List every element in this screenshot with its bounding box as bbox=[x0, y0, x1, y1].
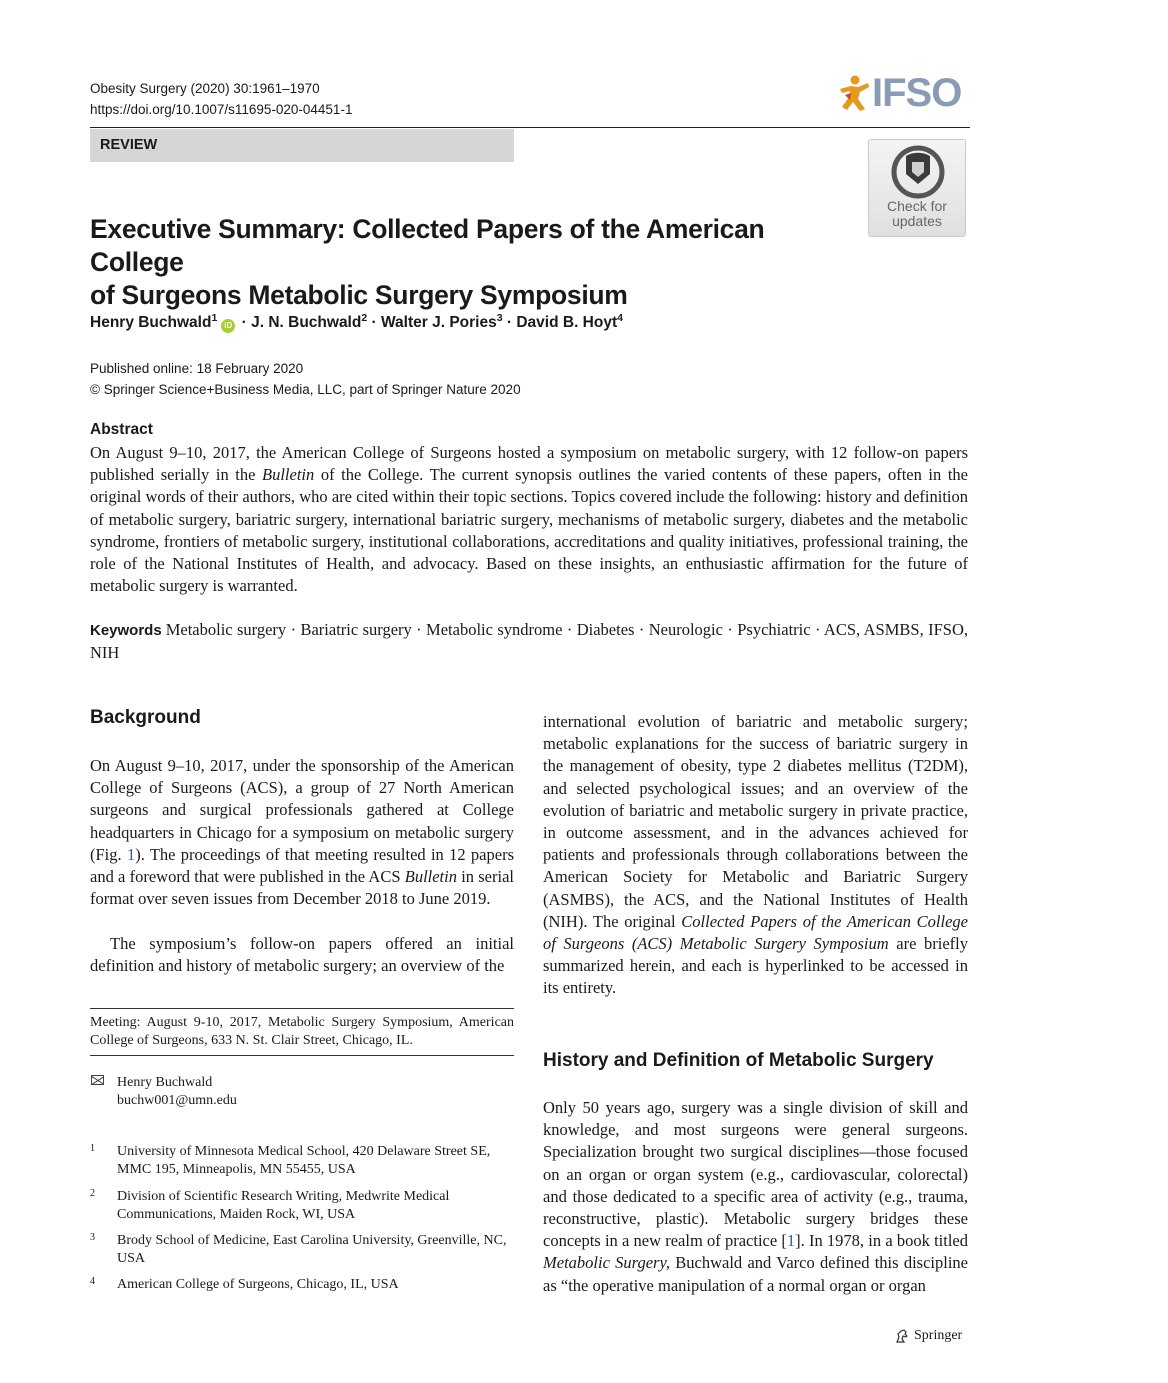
affiliation bbox=[90, 1143, 516, 1179]
corresponding-author-email[interactable]: buchw001@umn.edu bbox=[117, 1093, 237, 1108]
affiliation-number: 2 bbox=[90, 1188, 95, 1199]
affiliation-number: 4 bbox=[90, 1276, 95, 1287]
affiliation-text: Division of Scientific Research Writing, Medwrite Medical Communications, Maiden Rock, WI, USA bbox=[117, 1189, 450, 1222]
background-paragraph-1 bbox=[90, 755, 514, 910]
springer-logo bbox=[894, 1328, 962, 1344]
italic-text: Collected Papers of the American College of Surgeons (ACS) Metabolic Surgery Symposium bbox=[543, 911, 968, 954]
affiliation bbox=[90, 1232, 516, 1268]
abstract-heading: Abstract bbox=[90, 421, 153, 438]
article-title bbox=[90, 213, 830, 312]
affiliation-text: University of Minnesota Medical School, 420 Delaware Street SE, MMC 195, Minneapolis, MN 55455, USA bbox=[117, 1144, 491, 1177]
text-part: On August 9–10, 2017, under the sponsorship of the American College of Surgeons (ACS), a group of 27 North American surgeons and surgical professionals gathered at College headquarters in Chicago for a symposium on metabolic surgery (Fig. bbox=[90, 756, 514, 864]
text-part: international evolution of bariatric and metabolic surgery; metabolic explanations for the success of bariatric surgery in the management of obesity, type 2 diabetes mellitus (T2DM), and selected psychological issues; and an overview of the evolution of bariatric and metabolic surgery in private practice, in outcome assessment, and in the advances achieved for patients and professionals through collaborations between the American Society for Metabolic and Bariatric Surgery (ASMBS), the ACS, and the National Institutes of Health (NIH). The original bbox=[543, 712, 968, 931]
journal-info bbox=[90, 78, 352, 120]
italic-text: Metabolic Surgery, bbox=[543, 1253, 671, 1273]
publisher-name: Springer bbox=[914, 1328, 963, 1343]
corresponding-author-name: Henry Buchwald bbox=[117, 1075, 213, 1090]
check-for-updates-button[interactable] bbox=[868, 139, 966, 237]
background-heading: Background bbox=[90, 707, 201, 728]
header-rule bbox=[90, 127, 970, 128]
text-part: ). The proceedings of that meeting resulted in 12 papers and a foreword that were published in the ACS bbox=[90, 844, 514, 887]
published-date: Published online: 18 February 2020 bbox=[90, 361, 304, 376]
author-list bbox=[90, 305, 623, 336]
ifso-figure-icon bbox=[836, 74, 872, 112]
journal-citation: Obesity Surgery (2020) 30:1961–1970 bbox=[90, 81, 320, 96]
affiliation bbox=[90, 1276, 516, 1294]
author-name[interactable]: David B. Hoyt bbox=[516, 314, 618, 332]
copyright-line bbox=[90, 379, 521, 400]
author-separator: · bbox=[241, 314, 247, 332]
background-paragraph-continued bbox=[543, 711, 968, 1000]
text-part: are briefly summarized herein, and each is hyperlinked to be accessed in its entirety. bbox=[543, 934, 968, 998]
author-affiliation-mark: 3 bbox=[496, 312, 503, 324]
author-name[interactable]: Walter J. Pories bbox=[380, 314, 497, 332]
background-paragraph-2: The symposium’s follow-on papers offered an initial definition and history of metabolic surgery; an overview of the bbox=[90, 934, 514, 976]
meeting-note: Meeting: August 9-10, 2017, Metabolic Surgery Symposium, American College of Surgeons, 633 N. St. Clair Street, Chicago, IL. bbox=[90, 1015, 514, 1048]
footnote-rule bbox=[90, 1008, 514, 1009]
abstract-italic: Bulletin bbox=[262, 465, 315, 485]
author-separator: · bbox=[371, 314, 377, 332]
title-line-1: Executive Summary: Collected Papers of the American College bbox=[90, 214, 765, 277]
text-part: in serial format over seven issues from December 2018 to June 2019. bbox=[90, 867, 514, 909]
affiliation-number: 3 bbox=[90, 1232, 95, 1243]
title-line-2: of Surgeons Metabolic Surgery Symposium bbox=[90, 280, 628, 310]
affiliation-number: 1 bbox=[90, 1143, 95, 1154]
author-affiliation-mark: 1 bbox=[211, 312, 218, 324]
reference-link[interactable]: 1 bbox=[786, 1231, 796, 1251]
abstract-text bbox=[90, 442, 968, 597]
springer-horse-icon bbox=[894, 1328, 910, 1344]
affiliation-text: American College of Surgeons, Chicago, IL, USA bbox=[117, 1277, 399, 1292]
text-part: ]. In 1978, in a book titled bbox=[795, 1231, 968, 1251]
author-name[interactable]: Henry Buchwald bbox=[90, 314, 212, 332]
orcid-icon[interactable]: iD bbox=[221, 319, 235, 333]
check-for-updates-line2: updates bbox=[892, 213, 942, 229]
ifso-logo bbox=[836, 72, 970, 114]
history-paragraph bbox=[543, 1097, 968, 1297]
keywords-text: Metabolic surgery · Bariatric surgery · Metabolic syndrome · Diabetes · Neurologic · Psychiatric · ACS, ASMBS, IFSO, NIH bbox=[90, 620, 968, 663]
logo-text: IFSO bbox=[872, 70, 962, 115]
corresponding-author bbox=[90, 1074, 237, 1110]
author-separator: · bbox=[506, 314, 513, 332]
author-affiliation-mark: 2 bbox=[361, 312, 368, 324]
author-affiliation-mark: 4 bbox=[617, 312, 623, 324]
abstract-text-part: On August 9–10, 2017, the American College of Surgeons hosted a symposium on metabolic surgery, with 12 follow-on papers published serially in the bbox=[90, 443, 968, 485]
doi-link[interactable]: https://doi.org/10.1007/s11695-020-04451-1 bbox=[90, 102, 353, 117]
envelope-icon bbox=[91, 1075, 104, 1085]
copyright-icon: © bbox=[90, 382, 100, 397]
crossmark-icon bbox=[890, 144, 946, 200]
check-for-updates-line1: Check for bbox=[887, 198, 947, 214]
author-name[interactable]: J. N. Buchwald bbox=[251, 314, 362, 332]
abstract-text-part: of the College. The current synopsis outlines the varied contents of these papers, often in the original words of their authors, who are cited within their topic sections. Topics covered include the following: history and definition of metabolic surgery, bariatric surgery, international bariatric surgery, mechanisms of metabolic surgery, diabetes and the metabolic syndrome, frontiers of metabolic surgery, institutional collaborations, accreditations and quality initiatives, professional training, the role of the National Institutes of Health, and advocacy. Based on these insights, an enthusiastic affirmation for the future of metabolic surgery is warranted. bbox=[90, 465, 968, 596]
figure-link[interactable]: 1 bbox=[126, 844, 136, 864]
affiliation bbox=[90, 1188, 516, 1224]
keywords-heading: Keywords bbox=[90, 622, 162, 639]
article-type-badge: REVIEW bbox=[90, 129, 514, 162]
keywords bbox=[90, 619, 968, 664]
italic-text: Bulletin bbox=[404, 867, 457, 887]
publication-info bbox=[90, 358, 521, 400]
history-heading: History and Definition of Metabolic Surgery bbox=[543, 1050, 934, 1071]
copyright-text: Springer Science+Business Media, LLC, part of Springer Nature 2020 bbox=[103, 382, 521, 397]
footnote-rule bbox=[90, 1055, 514, 1056]
text-part: Buchwald and Varco defined this discipline as “the operative manipulation of a normal organ or organ bbox=[543, 1253, 968, 1295]
affiliation-text: Brody School of Medicine, East Carolina University, Greenville, NC, USA bbox=[117, 1233, 507, 1266]
text-part: Only 50 years ago, surgery was a single division of skill and knowledge, and most surgeons were general surgeons. Specialization brought two surgical disciplines—those focused on an organ or organ system (e.g., cardiovascular, colorectal) and those dedicated to a specific area of activity (e.g., trauma, reconstructive, plastic). Metabolic surgery bridges these concepts in a new realm of practice [ bbox=[543, 1098, 968, 1251]
